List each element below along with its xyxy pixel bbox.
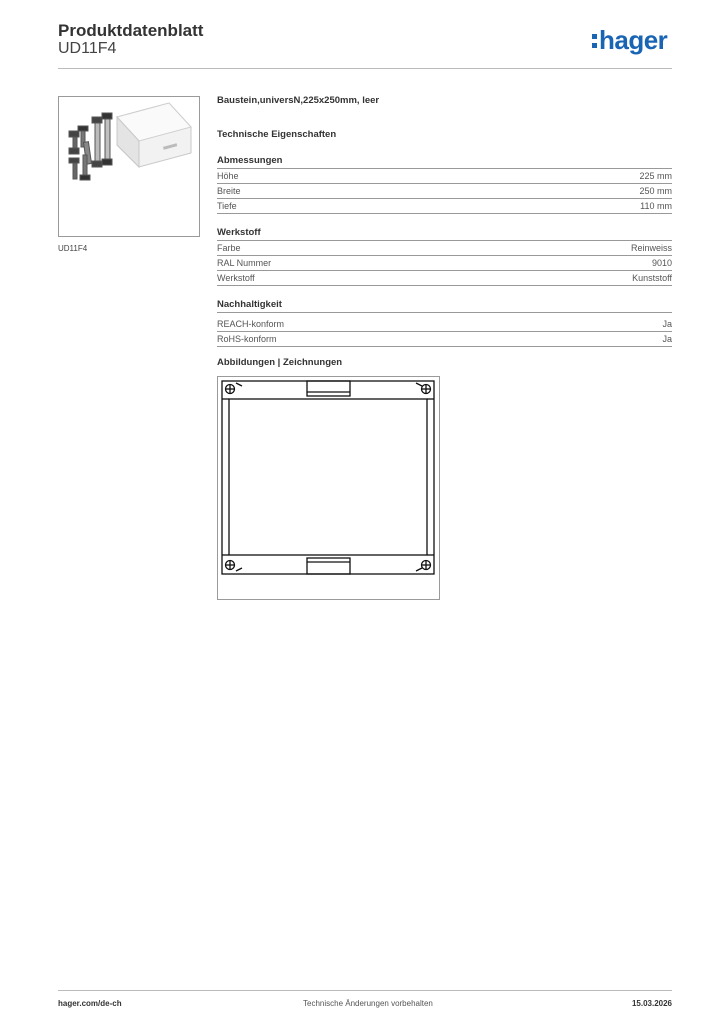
spec-value: Kunststoff [632, 273, 672, 283]
product-image [58, 96, 200, 237]
page-title: Produktdatenblatt [58, 21, 204, 40]
spec-value: 9010 [651, 258, 672, 268]
footer-website-link[interactable]: hager.com/de-ch [58, 999, 122, 1008]
product-photo-illustration [59, 97, 199, 236]
hager-logo [592, 25, 668, 55]
spec-label: Höhe [217, 171, 239, 181]
footer-date: 15.03.2026 [631, 999, 672, 1008]
product-name: Baustein,universN,225x250mm, leer [217, 95, 380, 106]
drawing-front-view [218, 377, 439, 599]
section-title: Nachhaltigkeit [217, 299, 672, 313]
spec-label: Breite [217, 186, 241, 196]
spec-row [217, 256, 672, 271]
drawings-heading: Abbildungen | Zeichnungen [217, 357, 343, 368]
footer-note: Technische Änderungen vorbehalten [303, 999, 433, 1008]
spec-label: REACH-konform [217, 319, 285, 329]
spec-value: Ja [662, 319, 672, 329]
section-title: Werkstoff [217, 227, 672, 241]
spec-value: 250 mm [639, 186, 672, 196]
tech-heading: Technische Eigenschaften [217, 129, 337, 140]
spec-label: Tiefe [217, 201, 237, 211]
spec-value: Reinweiss [630, 243, 672, 253]
spec-row [217, 332, 672, 347]
spec-label: Farbe [217, 243, 241, 253]
logo-dots-icon [592, 34, 597, 48]
spec-row [217, 199, 672, 214]
footer-divider [58, 990, 672, 991]
spec-label: Werkstoff [217, 273, 255, 283]
section-dimensions [217, 155, 672, 214]
spec-row [217, 184, 672, 199]
spec-label: RAL Nummer [217, 258, 272, 268]
spec-row [217, 241, 672, 256]
product-code: UD11F4 [58, 40, 117, 57]
spec-value: 110 mm [640, 201, 672, 211]
section-sustainability [217, 299, 672, 347]
spec-row [217, 169, 672, 184]
spec-row [217, 271, 672, 286]
logo-text: hager [599, 25, 668, 55]
spec-value: 225 mm [639, 171, 672, 181]
section-title: Abmessungen [217, 155, 672, 169]
section-material [217, 227, 672, 286]
header-divider [58, 68, 672, 69]
image-caption: UD11F4 [58, 244, 88, 253]
spec-value: Ja [662, 334, 672, 344]
spec-content [217, 95, 672, 347]
spec-row [217, 317, 672, 332]
spec-label: RoHS-konform [217, 334, 277, 344]
technical-drawing [217, 376, 440, 600]
